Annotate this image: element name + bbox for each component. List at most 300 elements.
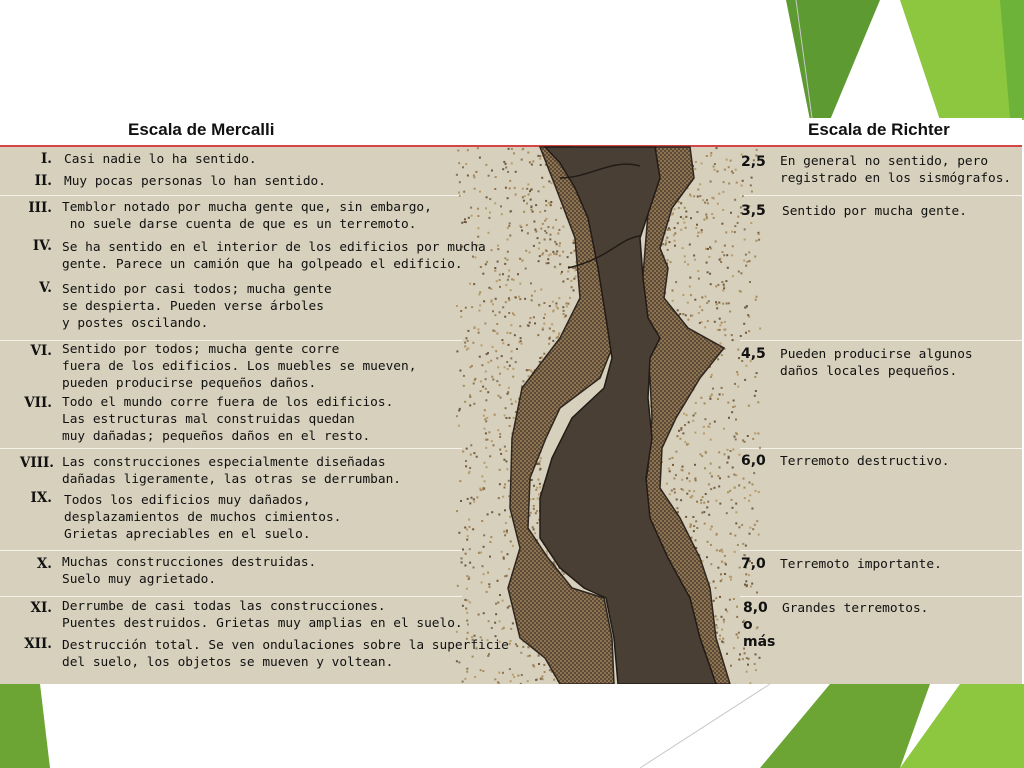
soil-speckle [469,467,471,469]
mercalli-level-number: IV. [32,238,52,254]
soil-speckle [548,254,550,256]
soil-speckle [535,679,537,681]
soil-speckle [689,244,691,246]
soil-speckle [546,262,548,264]
soil-speckle [738,632,740,634]
soil-speckle [672,300,674,302]
soil-speckle [529,655,531,657]
soil-speckle [464,218,466,220]
soil-speckle [715,597,717,599]
soil-speckle [537,498,539,500]
soil-speckle [467,623,469,625]
soil-speckle [677,435,679,437]
soil-speckle [483,573,485,575]
soil-speckle [510,399,512,401]
soil-speckle [693,490,695,492]
soil-speckle [505,450,507,452]
soil-speckle [745,254,747,256]
soil-speckle [752,438,754,440]
soil-speckle [538,304,540,306]
soil-speckle [722,638,724,640]
soil-speckle [514,187,516,189]
soil-speckle [508,148,510,150]
soil-speckle [488,620,490,622]
soil-speckle [703,432,705,434]
soil-speckle [469,562,471,564]
soil-speckle [552,227,554,229]
soil-speckle [474,635,476,637]
soil-speckle [674,492,676,494]
soil-speckle [522,196,524,198]
soil-speckle [469,601,471,603]
soil-speckle [669,493,671,495]
soil-speckle [748,658,750,660]
soil-speckle [573,289,575,291]
soil-speckle [508,299,510,301]
soil-speckle [688,472,690,474]
soil-speckle [717,329,719,331]
soil-speckle [673,488,675,490]
soil-speckle [710,152,712,154]
soil-speckle [556,243,558,245]
soil-speckle [505,187,507,189]
soil-speckle [470,454,472,456]
soil-speckle [474,676,476,678]
soil-speckle [543,353,545,355]
soil-speckle [494,678,496,680]
soil-speckle [509,643,511,645]
soil-speckle [474,379,476,381]
soil-speckle [488,175,490,177]
soil-speckle [755,299,757,301]
soil-speckle [555,303,557,305]
soil-speckle [571,286,573,288]
soil-speckle [542,252,544,254]
soil-speckle [510,680,512,682]
soil-speckle [689,277,691,279]
soil-speckle [759,447,761,449]
soil-speckle [711,374,713,376]
soil-speckle [500,453,502,455]
mercalli-level-number: I. [40,151,52,167]
soil-speckle [485,447,487,449]
soil-speckle [497,261,499,263]
soil-speckle [497,602,499,604]
soil-speckle [495,298,497,300]
soil-speckle [530,199,532,201]
soil-speckle [481,344,483,346]
soil-speckle [707,271,709,273]
soil-speckle [486,466,488,468]
soil-speckle [747,664,749,666]
soil-speckle [528,369,530,371]
soil-speckle [682,466,684,468]
soil-speckle [730,450,732,452]
soil-speckle [491,170,493,172]
soil-speckle [553,309,555,311]
soil-speckle [694,412,696,414]
soil-speckle [662,243,664,245]
soil-speckle [724,334,726,336]
soil-speckle [565,302,567,304]
soil-speckle [674,227,676,229]
richter-description: Terremoto importante. [780,557,942,572]
soil-speckle [472,528,474,530]
soil-speckle [513,314,515,316]
soil-speckle [563,310,565,312]
soil-speckle [699,306,701,308]
soil-speckle [722,303,724,305]
soil-speckle [487,513,489,515]
soil-speckle [756,296,758,298]
soil-speckle [515,643,517,645]
soil-speckle [747,435,749,437]
mercalli-level-description: Derrumbe de casi todas las construcciones. Puentes destruidos. Grietas muy amplias en el suelo. [62,599,463,631]
soil-speckle [505,460,507,462]
soil-speckle [464,565,466,567]
green-triangle-bottom-right-mid [760,684,930,768]
soil-speckle [505,407,507,409]
soil-speckle [756,372,758,374]
soil-speckle [494,414,496,416]
soil-speckle [477,215,479,217]
soil-speckle [718,302,720,304]
soil-speckle [513,152,515,154]
soil-speckle [719,503,721,505]
soil-speckle [694,464,696,466]
soil-speckle [711,475,713,477]
green-triangle-top-right-dark [786,0,880,120]
soil-speckle [682,489,684,491]
soil-speckle [696,211,698,213]
soil-speckle [499,594,501,596]
richter-magnitude: 4,5 [741,346,766,362]
soil-speckle [504,366,506,368]
soil-speckle [458,532,460,534]
soil-speckle [730,533,732,535]
soil-speckle [487,572,489,574]
soil-speckle [721,616,723,618]
soil-speckle [559,255,561,257]
soil-speckle [534,290,536,292]
soil-speckle [494,314,496,316]
soil-speckle [507,391,509,393]
soil-speckle [489,198,491,200]
soil-speckle [458,425,460,427]
soil-speckle [557,233,559,235]
soil-speckle [689,490,691,492]
soil-speckle [497,245,499,247]
soil-speckle [492,310,494,312]
soil-speckle [489,556,491,558]
mercalli-level-description: Muy pocas personas lo han sentido. [64,174,326,189]
soil-speckle [700,502,702,504]
soil-speckle [721,551,723,553]
soil-speckle [547,258,549,260]
mercalli-scale-title: Escala de Mercalli [128,120,275,139]
soil-speckle [473,498,475,500]
soil-speckle [510,628,512,630]
soil-speckle [485,420,487,422]
soil-speckle [709,472,711,474]
soil-speckle [744,497,746,499]
soil-speckle [486,353,488,355]
soil-speckle [740,335,742,337]
soil-speckle [695,539,697,541]
soil-speckle [456,174,458,176]
soil-speckle [754,256,756,258]
soil-speckle [539,357,541,359]
soil-speckle [481,475,483,477]
soil-speckle [735,474,737,476]
soil-speckle [468,217,470,219]
soil-speckle [754,663,756,665]
soil-speckle [708,483,710,485]
soil-speckle [533,316,535,318]
soil-speckle [749,482,751,484]
soil-speckle [735,419,737,421]
soil-speckle [726,653,728,655]
soil-speckle [529,251,531,253]
soil-speckle [730,665,732,667]
soil-speckle [573,242,575,244]
soil-speckle [732,467,734,469]
soil-speckle [532,160,534,162]
soil-speckle [466,539,468,541]
richter-description: Sentido por mucha gente. [782,204,967,219]
soil-speckle [499,279,501,281]
soil-speckle [502,168,504,170]
soil-speckle [499,433,501,435]
soil-speckle [464,342,466,344]
soil-speckle [483,300,485,302]
soil-speckle [697,270,699,272]
soil-speckle [756,240,758,242]
soil-speckle [485,207,487,209]
soil-speckle [706,155,708,157]
soil-speckle [511,350,513,352]
mercalli-level-description: Temblor notado por mucha gente que, sin embargo, no suele darse cuenta de que es un terremoto. [62,200,432,232]
soil-speckle [548,343,550,345]
soil-speckle [684,424,686,426]
soil-speckle [502,600,504,602]
soil-speckle [489,541,491,543]
soil-speckle [674,232,676,234]
soil-speckle [682,294,684,296]
soil-speckle [545,200,547,202]
soil-speckle [674,245,676,247]
soil-speckle [530,512,532,514]
soil-speckle [470,207,472,209]
soil-speckle [459,181,461,183]
soil-speckle [713,600,715,602]
soil-speckle [555,219,557,221]
soil-speckle [552,251,554,253]
soil-speckle [719,466,721,468]
soil-speckle [557,307,559,309]
soil-speckle [684,261,686,263]
soil-speckle [734,199,736,201]
soil-speckle [485,388,487,390]
soil-speckle [517,675,519,677]
soil-speckle [519,283,521,285]
soil-speckle [538,494,540,496]
soil-speckle [749,281,751,283]
soil-speckle [721,629,723,631]
soil-speckle [679,438,681,440]
soil-speckle [517,273,519,275]
soil-speckle [555,305,557,307]
soil-speckle [505,284,507,286]
soil-speckle [723,428,725,430]
soil-speckle [468,519,470,521]
soil-speckle [456,510,458,512]
soil-speckle [665,242,667,244]
soil-speckle [498,395,500,397]
soil-speckle [683,222,685,224]
soil-speckle [694,478,696,480]
soil-speckle [671,457,673,459]
soil-speckle [531,299,533,301]
soil-speckle [473,283,475,285]
soil-speckle [512,368,514,370]
soil-speckle [533,505,535,507]
soil-speckle [544,671,546,673]
soil-speckle [483,546,485,548]
soil-speckle [535,489,537,491]
soil-speckle [733,647,735,649]
soil-speckle [706,506,708,508]
soil-speckle [561,271,563,273]
soil-speckle [567,256,569,258]
soil-speckle [526,188,528,190]
soil-speckle [731,411,733,413]
soil-speckle [463,191,465,193]
soil-speckle [691,315,693,317]
soil-speckle [509,425,511,427]
soil-speckle [718,485,720,487]
soil-speckle [676,507,678,509]
soil-speckle [546,551,548,553]
soil-speckle [747,314,749,316]
soil-speckle [689,286,691,288]
soil-speckle [722,209,724,211]
soil-speckle [737,374,739,376]
soil-speckle [532,526,534,528]
soil-speckle [675,474,677,476]
soil-speckle [740,272,742,274]
green-triangle-bottom-left [0,684,50,768]
soil-speckle [720,580,722,582]
soil-speckle [477,208,479,210]
soil-speckle [756,149,758,151]
soil-speckle [728,183,730,185]
soil-speckle [734,383,736,385]
soil-speckle [464,345,466,347]
soil-speckle [704,402,706,404]
soil-speckle [508,275,510,277]
soil-speckle [745,580,747,582]
soil-speckle [721,549,723,551]
soil-speckle [698,278,700,280]
soil-speckle [547,226,549,228]
soil-speckle [746,585,748,587]
soil-speckle [539,487,541,489]
soil-speckle [711,197,713,199]
soil-speckle [717,475,719,477]
soil-speckle [719,477,721,479]
soil-speckle [484,323,486,325]
soil-speckle [548,262,550,264]
soil-speckle [488,431,490,433]
soil-speckle [527,232,529,234]
soil-speckle [743,323,745,325]
soil-speckle [505,167,507,169]
soil-speckle [734,405,736,407]
soil-speckle [484,462,486,464]
soil-speckle [702,496,704,498]
soil-speckle [479,291,481,293]
soil-speckle [741,524,743,526]
soil-speckle [485,399,487,401]
soil-speckle [704,418,706,420]
soil-speckle [748,330,750,332]
soil-speckle [557,336,559,338]
soil-speckle [692,516,694,518]
soil-speckle [506,531,508,533]
soil-speckle [503,558,505,560]
soil-speckle [546,218,548,220]
soil-speckle [707,426,709,428]
soil-speckle [709,398,711,400]
soil-speckle [488,217,490,219]
soil-speckle [479,191,481,193]
soil-speckle [674,208,676,210]
soil-speckle [756,592,758,594]
soil-speckle [745,573,747,575]
soil-speckle [731,499,733,501]
soil-speckle [467,175,469,177]
soil-speckle [706,556,708,558]
soil-speckle [496,380,498,382]
soil-speckle [704,202,706,204]
soil-speckle [696,501,698,503]
soil-speckle [499,373,501,375]
soil-speckle [683,413,685,415]
soil-speckle [733,400,735,402]
soil-speckle [510,324,512,326]
mercalli-level-description: Todo el mundo corre fuera de los edificios. Las estructuras mal construidas quedan muy dañadas; pequeños daños en el resto. [62,395,394,444]
soil-speckle [490,360,492,362]
soil-speckle [508,225,510,227]
soil-speckle [456,415,458,417]
soil-speckle [733,487,735,489]
soil-speckle [465,553,467,555]
soil-speckle [521,260,523,262]
soil-speckle [497,580,499,582]
soil-speckle [732,449,734,451]
soil-speckle [481,581,483,583]
soil-speckle [742,195,744,197]
soil-speckle [693,195,695,197]
soil-speckle [681,479,683,481]
soil-speckle [478,552,480,554]
soil-speckle [478,614,480,616]
soil-speckle [666,237,668,239]
soil-speckle [716,627,718,629]
soil-speckle [507,279,509,281]
soil-speckle [534,532,536,534]
